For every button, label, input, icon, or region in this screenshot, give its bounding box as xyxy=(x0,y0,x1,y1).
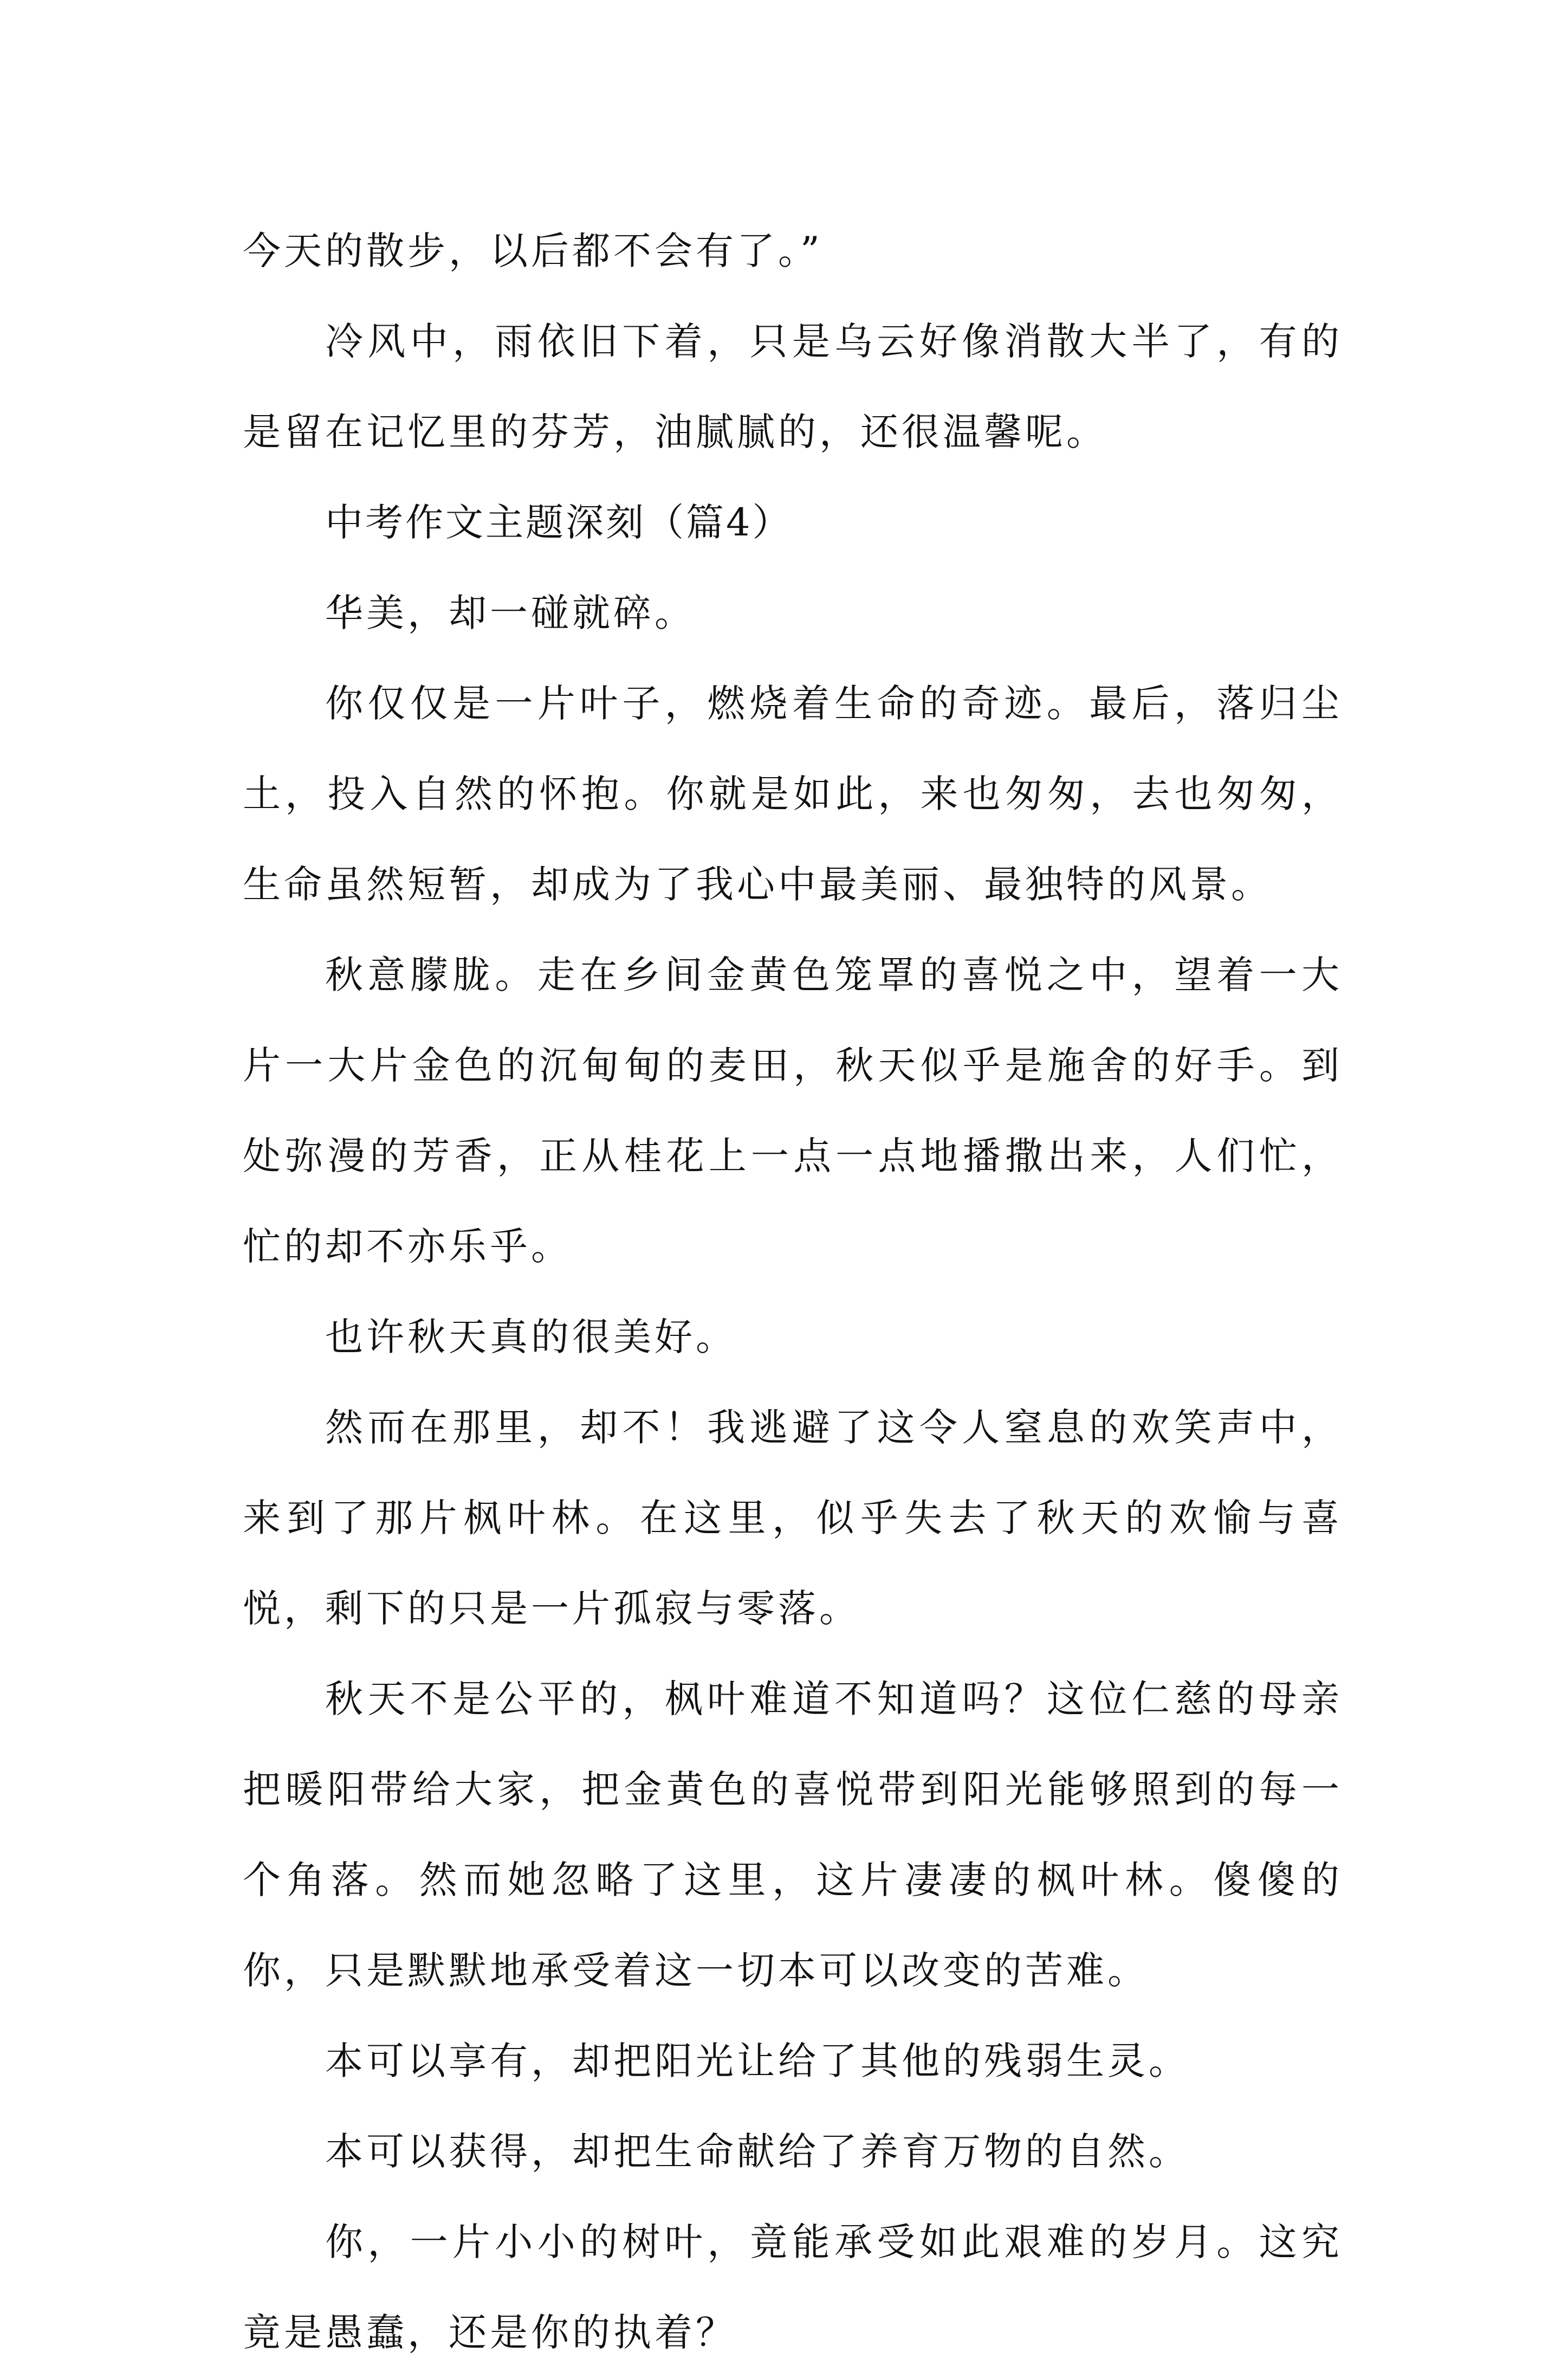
document-page xyxy=(243,206,1343,2378)
paragraph: 秋意朦胧。走在乡间金黄色笼罩的喜悦之中，望着一大片一大片金色的沉甸甸的麦田，秋天似乎是施舍的好手。到处弥漫的芳香，正从桂花上一点一点地播撒出来，人们忙，忙的却不亦乐乎。 xyxy=(243,953,1343,1269)
paragraph: 华美，却一碰就碎。 xyxy=(325,591,696,635)
paragraph: 你仅仅是一片叶子，燃烧着生命的奇迹。最后，落归尘土，投入自然的怀抱。你就是如此，来也匆匆，去也匆匆，生命虽然短暂，却成为了我心中最美丽、最独特的风景。 xyxy=(243,681,1343,907)
paragraph: 本可以享有，却把阳光让给了其他的残弱生灵。 xyxy=(325,2039,1190,2083)
paragraph: 也许秋天真的很美好。 xyxy=(325,1315,737,1359)
paragraph: 你，一片小小的树叶，竟能承受如此艰难的岁月。这究竟是愚蠢，还是你的执着？ xyxy=(243,2220,1343,2355)
paragraph: 本可以获得，却把生命献给了养育万物的自然。 xyxy=(325,2129,1190,2174)
paragraph-continuation: 今天的散步，以后都不会有了。” xyxy=(243,229,823,273)
paragraph: 秋天不是公平的，枫叶难道不知道吗？这位仁慈的母亲把暖阳带给大家，把金黄色的喜悦带到阳光能够照到的每一个角落。然而她忽略了这里，这片凄凄的枫叶林。傻傻的你，只是默默地承受着这一切本可以改变的苦难。 xyxy=(243,1677,1343,1993)
paragraph: 冷风中，雨依旧下着，只是乌云好像消散大半了，有的是留在记忆里的芬芳，油腻腻的，还很温馨呢。 xyxy=(243,319,1343,454)
section-heading: 中考作文主题深刻（篇4） xyxy=(325,500,793,545)
paragraph: 然而在那里，却不！我逃避了这令人窒息的欢笑声中，来到了那片枫叶林。在这里，似乎失去了秋天的欢愉与喜悦，剩下的只是一片孤寂与零落。 xyxy=(243,1405,1343,1631)
